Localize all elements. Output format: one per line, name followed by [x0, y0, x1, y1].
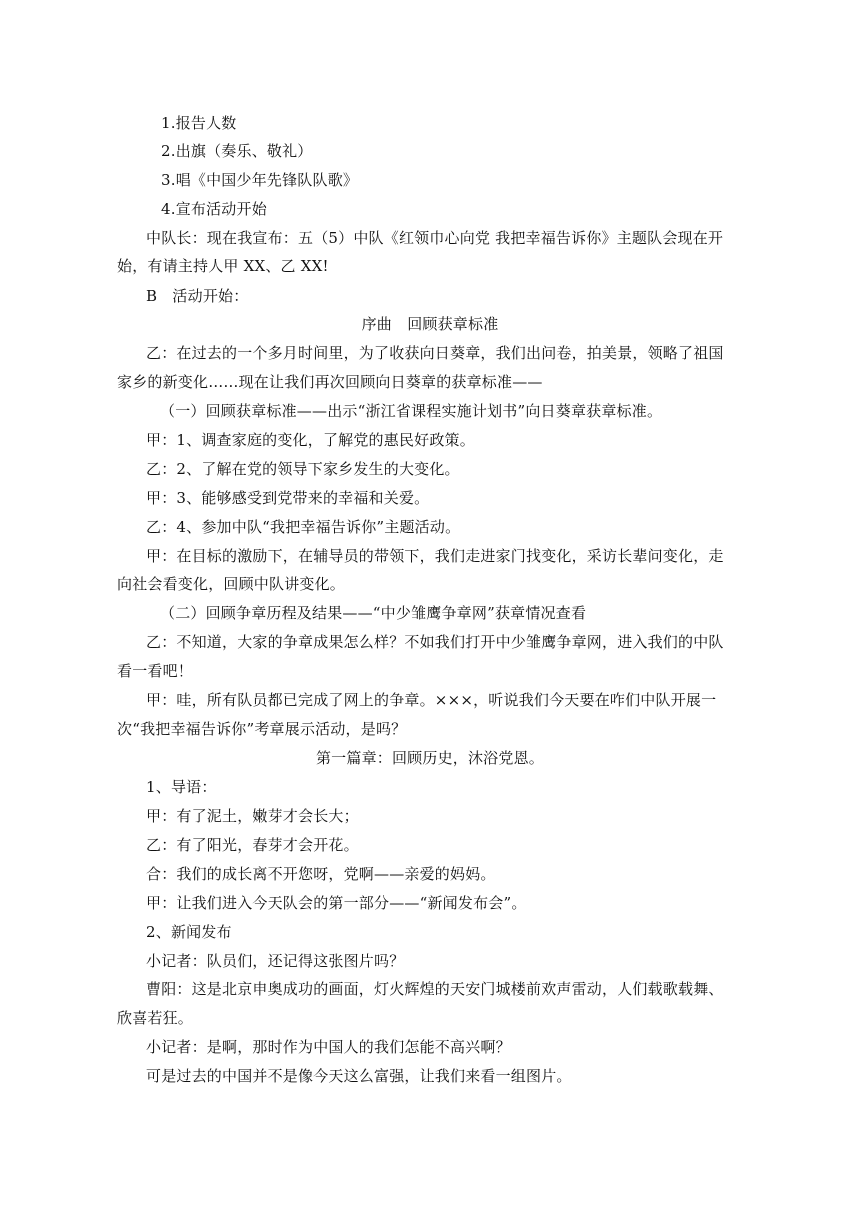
standard-1: 甲：1、调查家庭的变化，了解党的惠民好政策。 [146, 431, 475, 449]
agenda-item-3: 3.唱《中国少年先锋队队歌》 [161, 171, 359, 189]
closing-line: 可是过去的中国并不是像今天这么富强，让我们来看一组图片。 [146, 1067, 572, 1085]
jia-paragraph-line-1: 甲：在目标的激励下，在辅导员的带领下，我们走进家门找变化，采访长辈问变化，走 [146, 547, 724, 565]
subsection-1-heading: （一）回顾获章标准——出示“浙江省课程实施计划书”向日葵章获章标准。 [160, 402, 663, 420]
subsection-2-heading: （二）回顾争章历程及结果——“中少雏鹰争章网”获章情况查看 [160, 604, 587, 622]
yi-paragraph-2-line-1: 乙：不知道，大家的争章成果怎么样？不如我们打开中少雏鹰争章网，进入我们的中队 [146, 633, 724, 651]
jia-paragraph-line-2: 向社会看变化，回顾中队讲变化。 [117, 575, 346, 593]
agenda-item-2: 2.出旗（奏乐、敬礼） [161, 142, 313, 160]
yi-paragraph-line-2: 家乡的新变化……现在让我们再次回顾向日葵章的获章标准—— [117, 373, 543, 391]
leader-paragraph-line-1: 中队长：现在我宣布：五（5）中队《红领巾心向党 我把幸福告诉你》主题队会现在开 [146, 229, 724, 247]
chapter-1-heading: 第一篇章：回顾历史，沐浴党恩。 [315, 749, 544, 767]
yi-paragraph-line-1: 乙：在过去的一个多月时间里，为了收获向日葵章，我们出问卷，拍美景，领略了祖国 [146, 344, 724, 362]
caoyang-line-2: 欣喜若狂。 [117, 1009, 194, 1027]
news-title: 2、新闻发布 [146, 923, 232, 941]
agenda-item-4: 4.宣布活动开始 [161, 200, 267, 218]
yi-paragraph-2-line-2: 看一看吧！ [117, 662, 194, 680]
section-b-heading: B 活动开始： [146, 287, 249, 305]
agenda-item-1: 1.报告人数 [161, 114, 237, 132]
intro-jia: 甲：有了泥土，嫩芽才会长大； [146, 807, 359, 825]
reporter-line-2: 小记者：是啊，那时作为中国人的我们怎能不高兴啊？ [146, 1038, 511, 1056]
intro-jia-2: 甲：让我们进入今天队会的第一部分——“新闻发布会”。 [146, 894, 527, 912]
intro-title: 1、导语： [146, 778, 217, 796]
intro-he: 合：我们的成长离不开您呀，党啊——亲爱的妈妈。 [146, 865, 496, 883]
intro-yi: 乙：有了阳光，春芽才会开花。 [146, 836, 359, 854]
prelude-heading: 序曲 回顾获章标准 [361, 315, 499, 333]
standard-4: 乙：4、参加中队“我把幸福告诉你”主题活动。 [146, 518, 461, 536]
reporter-line-1: 小记者：队员们，还记得这张图片吗？ [146, 952, 405, 970]
jia-paragraph-2-line-1: 甲：哇，所有队员都已完成了网上的争章。×××，听说我们今天要在咋们中队开展一 [146, 691, 717, 709]
caoyang-line-1: 曹阳：这是北京申奥成功的画面，灯火辉煌的天安门城楼前欢声雷动，人们载歌载舞、 [146, 980, 724, 998]
standard-3: 甲：3、能够感受到党带来的幸福和关爱。 [146, 489, 430, 507]
standard-2: 乙：2、了解在党的领导下家乡发生的大变化。 [146, 460, 460, 478]
leader-paragraph-line-2: 始，有请主持人甲 XX、乙 XX! [117, 257, 329, 275]
jia-paragraph-2-line-2: 次“我把幸福告诉你”考章展示活动，是吗？ [117, 720, 407, 738]
